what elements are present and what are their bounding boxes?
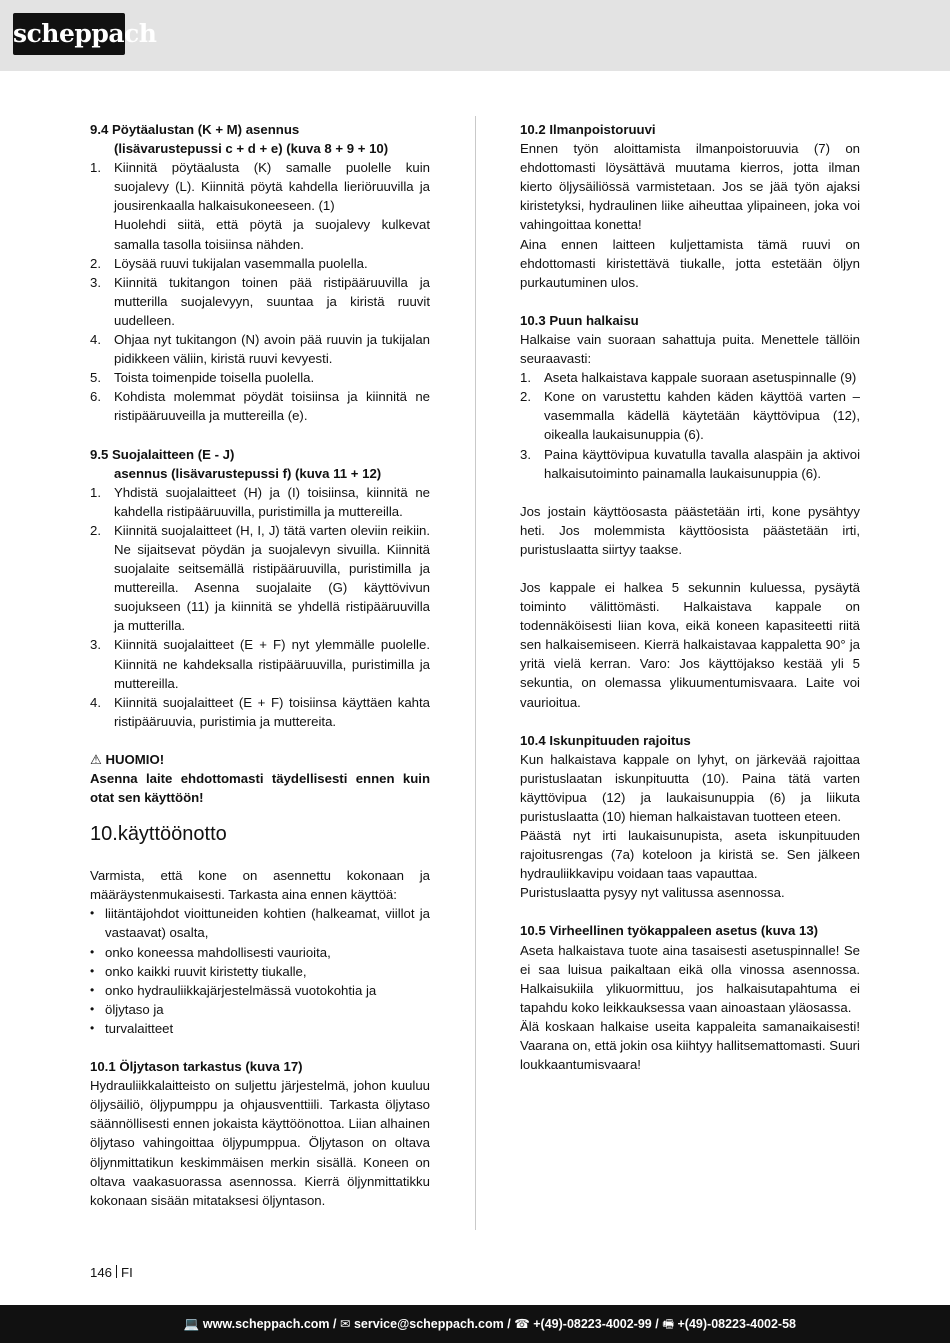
list-item: 4. Kiinnitä suojalaitteet (E + F) toisiinsa käyttäen kahta ristipääruuvia, puristimia ja muttereita.: [90, 694, 430, 729]
list-item: • onko koneessa mahdollisesti vaurioita,: [90, 944, 331, 960]
list-item: 3. Kiinnitä suojalaitteet (E + F) nyt ylemmälle puolelle. Kiinnitä ne kahdeksalla ristipääruuvilla, puristimilla ja muttereilla.: [90, 637, 430, 691]
mail-icon: ✉: [340, 1317, 351, 1331]
section-10-3-text-2: Jos jostain käyttöosasta päästetään irti, kone pysähtyy heti. Jos molemmista käyttöosista päästetään irti, puristuslaatta siirtyy taakse.: [520, 503, 860, 557]
left-column: [90, 120, 430, 1210]
computer-icon: 💻: [183, 1317, 200, 1331]
right-column: [520, 120, 860, 1074]
list-item: 3. Kiinnitä tukitangon toinen pää ristipääruuvilla ja mutterilla suojalevyyn, suuntaa ja kiristä ruuvit uudelleen.: [90, 274, 430, 328]
list-item: 5. Toista toimenpide toisella puolella.: [90, 370, 315, 386]
list-item: 6. Kohdista molemmat pöydät toisiinsa ja kiinnitä ne ristipääruuveilla ja muttereilla (e).: [90, 389, 430, 424]
section-10-2-heading: 10.2 Ilmanpoistoruuvi: [520, 122, 656, 137]
list-item: 1. Kiinnitä pöytäalusta (K) samalle puolelle kuin suojalevy (L). Kiinnitä pöytä kahdella lieriöruuvilla ja jousirenkaalla halkaisukoneeseen. (1) Huolehdi siitä, että pöytä ja suojalevy kulkevat samalla tasolla toisiinsa nähden.: [90, 160, 430, 252]
list-item: • öljytaso ja: [90, 1001, 164, 1017]
warning-icon: ⚠: [90, 751, 102, 767]
list-item: 3. Paina käyttövipua kuvatulla tavalla alaspäin ja aktivoi halkaisutoiminto painamalla laukaisunuppia (6).: [520, 446, 860, 481]
section-10-4-text-3: Puristuslaatta pysyy nyt valitussa asennossa.: [520, 885, 785, 901]
list-item: 2. Kiinnitä suojalaitteet (H, I, J) tätä varten oleviin reikiin. Ne sijaitsevat pöydän ja suojalevyn sivuilla. Kiinnitä suojalaite seitsemällä ristipääruuvilla, puristimilla ja muttereilla. Asenna suojalaite (G) käyttövivun suojukseen (11) ja kiinnitä se yhdellä ristipääruuvilla ja mutterilla.: [90, 522, 430, 634]
phone-icon: ☎: [514, 1317, 530, 1331]
brand-logo: scheppach: [13, 13, 125, 55]
section-10-5-heading: 10.5 Virheellinen työkappaleen asetus (kuva 13): [520, 923, 819, 939]
email-link[interactable]: service@scheppach.com: [353, 1317, 504, 1331]
chapter-10-intro: Varmista, että kone on asennettu kokonaan ja määräystenmukaisesti. Tarkasta aina ennen käyttöä:: [90, 868, 430, 903]
section-10-5-text-1: Aseta halkaistava tuote aina tasaisesti asetuspinnalle! Se ei saa luisua paikaltaan eikä olla vinossa asennossa. Halkaisukiila ylikuormittuu, jos halkaisutapahtuma ei tapahdu koko leikkauksessa vaan ainoastaan yläosassa.: [520, 942, 860, 1015]
list-item: • turvalaitteet: [90, 1020, 174, 1036]
section-10-4-text-1: Kun halkaistava kappale on lyhyt, on järkevää rajoittaa puristuslaatan iskunpituutta (10). Paina tätä varten käyttövipua (12) ja laukaisunuppia (6) ja liikuta puristuslaatta (10) hieman halkaistavan tuotteen eteen.: [520, 751, 860, 824]
section-10-3-steps: [520, 368, 860, 483]
website-link[interactable]: www.scheppach.com: [202, 1317, 330, 1331]
page-number: 146 FI: [90, 1265, 133, 1280]
phone-number: +(49)-08223-4002-99: [533, 1317, 652, 1331]
warning-title: ⚠ HUOMIO!: [90, 751, 165, 767]
list-item: • onko hydrauliikkajärjestelmässä vuotokohtia ja: [90, 982, 377, 998]
fax-icon: 🖷: [662, 1317, 675, 1331]
list-item: 2. Löysää ruuvi tukijalan vasemmalla puolella.: [90, 255, 368, 271]
warning-block: [90, 750, 430, 807]
warning-text: Asenna laite ehdottomasti täydellisesti ennen kuin otat sen käyttöön!: [90, 771, 430, 806]
section-10-2-text-2: Aina ennen laitteen kuljettamista tämä ruuvi on ehdottomasti kiristettävä tiukalle, jotta estetään öljyn purkautuminen ulos.: [520, 236, 860, 290]
header-bar: [0, 0, 950, 71]
section-10-4-heading: 10.4 Iskunpituuden rajoitus: [520, 732, 691, 748]
list-item: 1. Yhdistä suojalaitteet (H) ja (I) toisiinsa, kiinnitä ne kahdella ristipääruuvilla, puristimilla ja muttereilla.: [90, 484, 430, 519]
section-9-4-steps: [90, 158, 430, 425]
section-10-1-text: Hydrauliikkalaitteisto on suljettu järjestelmä, johon kuuluu öljysäiliö, öljypumppu ja ohjausventtiili. Tarkasta öljytaso säännöllisesti ennen jokaista käyttöönottoa. Liian alhainen öljytaso vahingoittaa öljypumppua. Öljytason on oltava öljynmittatikun keskimmäisen merkin sisällä. Koneen on oltava vaakasuorassa asennossa. Kierrä öljynmittatikku kokonaan sisään mitataksesi öljyntason.: [90, 1078, 430, 1208]
section-10-1-heading: 10.1 Öljytason tarkastus (kuva 17): [90, 1059, 303, 1075]
list-item: 1. Aseta halkaistava kappale suoraan asetuspinnalle (9): [520, 370, 857, 386]
list-item: • liitäntäjohdot vioittuneiden kohtien (halkeamat, viillot ja vastaavat) osalta,: [90, 906, 430, 941]
section-10-5-text-2: Älä koskaan halkaise useita kappaleita samanaikaisesti! Vaarana on, että jokin osa kiihtyy hallitsemattomasti. Suuri loukkaantumisvaara!: [520, 1018, 860, 1073]
column-divider: [475, 116, 476, 1230]
section-10-3-heading: 10.3 Puun halkaisu: [520, 312, 639, 328]
section-10-2-text-1: Ennen työn aloittamista ilmanpoistoruuvia (7) on ehdottomasti löysättävä muutama kierros, jotta ilman kierto öljysäiliössä varmistetaan. Jos se jää työn ajaksi kiristetyksi, hydraulinen liike aiheuttaa ylipaineen, joka voi vahingoittaa konetta!: [520, 141, 860, 233]
fax-number: +(49)-08223-4002-58: [677, 1317, 796, 1331]
section-9-4-heading: 9.4 Pöytäalustan (K + M) asennus (lisävarustepussi c + d + e) (kuva 8 + 9 + 10): [90, 122, 389, 157]
footer-bar: 💻 www.scheppach.com / ✉ service@scheppach.com / ☎ +(49)-08223-4002-99 / 🖷 +(49)-08223-4002-58: [0, 1305, 950, 1343]
section-10-3-intro: Halkaise vain suoraan sahattuja puita. Menettele tällöin seuraavasti:: [520, 331, 860, 367]
chapter-10-heading: 10.käyttöönotto: [90, 823, 227, 846]
section-9-5-steps: [90, 483, 430, 731]
section-9-5-heading: 9.5 Suojalaitteen (E - J) asennus (lisävarustepussi f) (kuva 11 + 12): [90, 446, 382, 481]
section-10-3-text-3: Jos kappale ei halkea 5 sekunnin kuluessa, pysäytä toiminto välittömästi. Halkaistava kappale on todennäköisesti liian kova, eikä koneen kapasiteetti riitä sen halkaisemiseen. Kierrä halkaistavaa kappaletta 90° ja yritä vielä kerran. Varo: Jos käyttöjakso kestää yli 5 sekuntia, on olemassa ylikuumentumisvaara. Laite voi vaurioitua.: [520, 579, 860, 710]
list-item: 4. Ohjaa nyt tukitangon (N) avoin pää ruuvin ja tukijalan pidikkeen väliin, kiristä ruuvi kevyesti.: [90, 332, 430, 367]
list-item: • onko kaikki ruuvit kiristetty tiukalle,: [90, 963, 307, 979]
list-item: 2. Kone on varustettu kahden käden käyttöä varten – vasemmalla kädellä käytetään käyttövipua (12), oikealla laukaisunuppia (6).: [520, 389, 860, 443]
check-list: [90, 904, 430, 1038]
section-10-4-text-2: Päästä nyt irti laukaisunupista, aseta iskunpituuden rajoitusrengas (7a) koteloon ja kiristä se. Sen jälkeen hydrauliikkavipu voidaan taas vapauttaa.: [520, 828, 860, 882]
